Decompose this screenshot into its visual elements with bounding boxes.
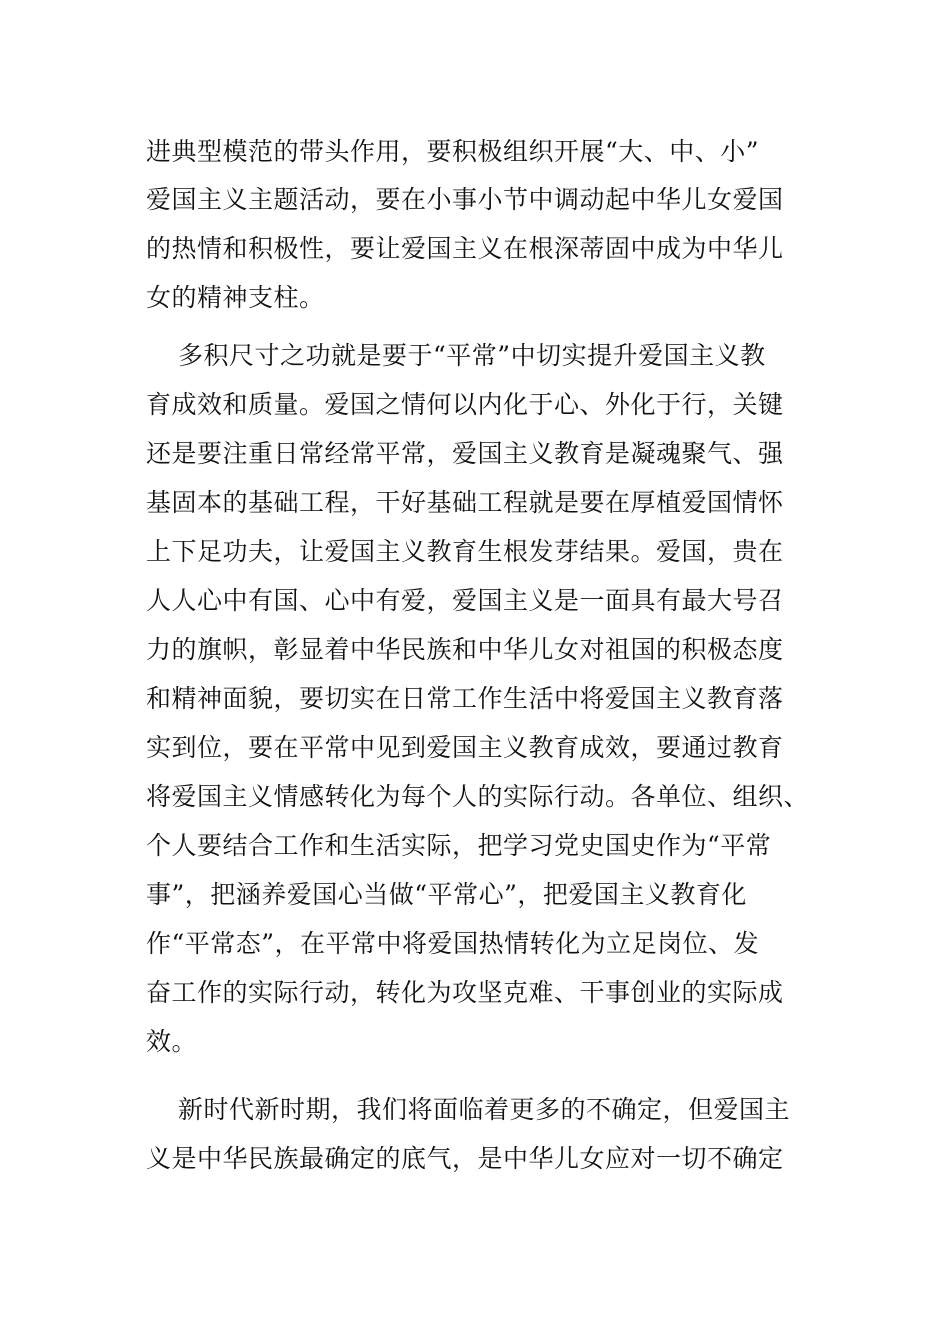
text-line: 实到位，要在平常中见到爱国主义教育成效，要通过教育 [146,733,784,762]
text-line: 义是中华民族最确定的底气，是中华儿女应对一切不确定 [146,1144,784,1173]
text-line: 和精神面貌，要切实在日常工作生活中将爱国主义教育落 [146,684,784,713]
text-line: 育成效和质量。爱国之情何以内化于心、外化于行，关键 [146,390,784,419]
text-line: 将爱国主义情感转化为每个人的实际行动。各单位、组织、 [146,782,810,811]
text-line: 进典型模范的带头作用，要积极组织开展“大、中、小” [146,137,760,166]
text-line: 力的旗帜，彰显着中华民族和中华儿女对祖国的积极态度 [146,635,784,664]
text-line: 作“平常态”，在平常中将爱国热情转化为立足岗位、发 [146,929,760,958]
text-line: 事”，把涵养爱国心当做“平常心”，把爱国主义教育化 [146,880,747,909]
text-line: 女的精神支柱。 [146,283,325,312]
text-line: 多积尺寸之功就是要于“平常”中切实提升爱国主义教 [178,341,766,370]
text-line: 新时代新时期，我们将面临着更多的不确定，但爱国主 [178,1095,791,1124]
text-line: 人人心中有国、心中有爱，爱国主义是一面具有最大号召 [146,586,784,615]
text-line: 奋工作的实际行动，转化为攻坚克难、干事创业的实际成 [146,978,784,1007]
text-line: 的热情和积极性，要让爱国主义在根深蒂固中成为中华儿 [146,234,784,263]
text-line: 爱国主义主题活动，要在小事小节中调动起中华儿女爱国 [146,185,784,214]
text-line: 个人要结合工作和生活实际，把学习党史国史作为“平常 [146,831,772,860]
text-line: 还是要注重日常经常平常，爱国主义教育是凝魂聚气、强 [146,439,784,468]
text-line: 效。 [146,1027,198,1056]
text-line: 基固本的基础工程，干好基础工程就是要在厚植爱国情怀 [146,488,784,517]
text-line: 上下足功夫，让爱国主义教育生根发芽结果。爱国，贵在 [146,537,784,566]
